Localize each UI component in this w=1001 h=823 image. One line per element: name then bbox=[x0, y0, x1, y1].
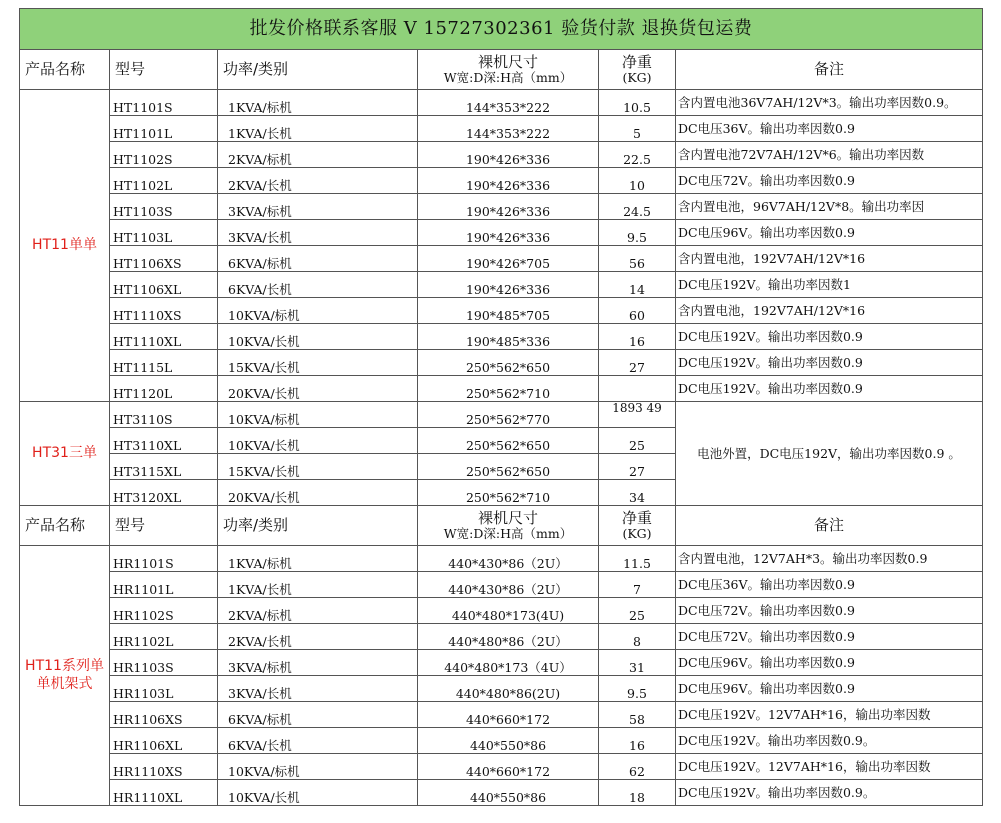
power-cell: 1KVA/长机 bbox=[218, 572, 418, 598]
model-cell: HR1101L bbox=[110, 572, 218, 598]
model-cell: HT1106XS bbox=[110, 246, 218, 272]
size-cell: 250*562*650 bbox=[418, 454, 599, 480]
model-cell: HT1102L bbox=[110, 168, 218, 194]
power-cell: 3KVA/长机 bbox=[218, 676, 418, 702]
table-row bbox=[20, 350, 983, 376]
header-weight-sub: (KG) bbox=[622, 69, 652, 85]
model-cell: HT3115XL bbox=[110, 454, 218, 480]
header-size-sub: W宽:D深:H高（mm） bbox=[443, 69, 573, 85]
table-row bbox=[20, 650, 983, 676]
weight-cell: 27 bbox=[599, 454, 676, 480]
power-cell: 1KVA/标机 bbox=[218, 90, 418, 116]
model-cell: HR1110XL bbox=[110, 780, 218, 806]
model-cell: HT1120L bbox=[110, 376, 218, 402]
size-cell: 440*480*86(2U) bbox=[418, 676, 599, 702]
header-size bbox=[418, 506, 599, 546]
table-row bbox=[20, 272, 983, 298]
power-cell: 2KVA/标机 bbox=[218, 598, 418, 624]
weight-cell: 62 bbox=[599, 754, 676, 780]
size-cell: 440*660*172 bbox=[418, 754, 599, 780]
note-cell: 含内置电池36V7AH/12V*3。输出功率因数0.9。 bbox=[676, 90, 983, 116]
price-table bbox=[19, 8, 983, 806]
note-cell: DC电压192V。输出功率因数1 bbox=[676, 272, 983, 298]
table-row bbox=[20, 624, 983, 650]
weight-cell: 25 bbox=[599, 428, 676, 454]
power-cell: 3KVA/标机 bbox=[218, 650, 418, 676]
model-cell: HR1106XS bbox=[110, 702, 218, 728]
weight-cell: 8 bbox=[599, 624, 676, 650]
header-weight bbox=[599, 506, 676, 546]
note-cell: DC电压96V。输出功率因数0.9 bbox=[676, 676, 983, 702]
note-cell: DC电压192V。输出功率因数0.9。 bbox=[676, 780, 983, 806]
weight-cell: 7 bbox=[599, 572, 676, 598]
model-cell: HR1103L bbox=[110, 676, 218, 702]
sheet-title: 批发价格联系客服 V 15727302361 验货付款 退换货包运费 bbox=[20, 9, 983, 50]
group-label: HT11系列单单机架式 bbox=[20, 546, 110, 806]
table-row bbox=[20, 676, 983, 702]
size-cell: 190*485*705 bbox=[418, 298, 599, 324]
power-cell: 10KVA/标机 bbox=[218, 298, 418, 324]
note-cell: DC电压192V。12V7AH*16，输出功率因数 bbox=[676, 702, 983, 728]
weight-cell: 22.5 bbox=[599, 142, 676, 168]
model-cell: HT1101L bbox=[110, 116, 218, 142]
note-cell: DC电压72V。输出功率因数0.9 bbox=[676, 598, 983, 624]
power-cell: 15KVA/长机 bbox=[218, 454, 418, 480]
size-cell: 190*426*336 bbox=[418, 220, 599, 246]
power-cell: 20KVA/长机 bbox=[218, 376, 418, 402]
power-cell: 10KVA/长机 bbox=[218, 428, 418, 454]
power-cell: 2KVA/标机 bbox=[218, 142, 418, 168]
header-model: 型号 bbox=[110, 506, 218, 546]
weight-cell: 5 bbox=[599, 116, 676, 142]
size-cell: 440*430*86（2U） bbox=[418, 546, 599, 572]
weight-cell: 27 bbox=[599, 350, 676, 376]
note-cell: 含内置电池72V7AH/12V*6。输出功率因数 bbox=[676, 142, 983, 168]
weight-cell: 11.5 bbox=[599, 546, 676, 572]
header-weight-sub: (KG) bbox=[622, 525, 652, 541]
weight-cell: 9.5 bbox=[599, 220, 676, 246]
header-row bbox=[20, 50, 983, 90]
weight-cell: 10 bbox=[599, 168, 676, 194]
model-cell: HR1102L bbox=[110, 624, 218, 650]
size-cell: 440*550*86 bbox=[418, 728, 599, 754]
table-row bbox=[20, 298, 983, 324]
power-cell: 3KVA/标机 bbox=[218, 194, 418, 220]
table-row bbox=[20, 572, 983, 598]
size-cell: 440*480*86（2U） bbox=[418, 624, 599, 650]
power-cell: 2KVA/长机 bbox=[218, 168, 418, 194]
note-cell: 含内置电池，12V7AH*3。输出功率因数0.9 bbox=[676, 546, 983, 572]
model-cell: HT1103S bbox=[110, 194, 218, 220]
power-cell: 10KVA/长机 bbox=[218, 324, 418, 350]
size-cell: 250*562*710 bbox=[418, 480, 599, 506]
table-row bbox=[20, 194, 983, 220]
weight-cell: 34 bbox=[599, 480, 676, 506]
note-cell: DC电压36V。输出功率因数0.9 bbox=[676, 572, 983, 598]
note-cell: DC电压96V。输出功率因数0.9 bbox=[676, 220, 983, 246]
size-cell: 250*562*770 bbox=[418, 402, 599, 428]
size-cell: 190*426*336 bbox=[418, 142, 599, 168]
power-cell: 6KVA/长机 bbox=[218, 728, 418, 754]
weight-cell: 1893 49 bbox=[599, 402, 676, 428]
table-row bbox=[20, 754, 983, 780]
size-cell: 190*485*336 bbox=[418, 324, 599, 350]
header-product: 产品名称 bbox=[20, 50, 110, 90]
size-cell: 250*562*710 bbox=[418, 376, 599, 402]
power-cell: 6KVA/标机 bbox=[218, 246, 418, 272]
model-cell: HT1102S bbox=[110, 142, 218, 168]
weight-cell: 16 bbox=[599, 324, 676, 350]
note-cell: DC电压192V。输出功率因数0.9。 bbox=[676, 728, 983, 754]
note-cell: DC电压72V。输出功率因数0.9 bbox=[676, 624, 983, 650]
model-cell: HT1110XL bbox=[110, 324, 218, 350]
note-cell: DC电压192V。输出功率因数0.9 bbox=[676, 324, 983, 350]
power-cell: 20KVA/长机 bbox=[218, 480, 418, 506]
group-label: HT31三单 bbox=[20, 402, 110, 506]
size-cell: 440*480*173（4U） bbox=[418, 650, 599, 676]
header-power: 功率/类别 bbox=[218, 50, 418, 90]
model-cell: HT1110XS bbox=[110, 298, 218, 324]
model-cell: HR1103S bbox=[110, 650, 218, 676]
weight-cell: 60 bbox=[599, 298, 676, 324]
table-row bbox=[20, 324, 983, 350]
size-cell: 190*426*336 bbox=[418, 194, 599, 220]
table-row bbox=[20, 598, 983, 624]
size-cell: 440*430*86（2U） bbox=[418, 572, 599, 598]
power-cell: 3KVA/长机 bbox=[218, 220, 418, 246]
note-cell: DC电压192V。输出功率因数0.9 bbox=[676, 350, 983, 376]
model-cell: HT1103L bbox=[110, 220, 218, 246]
power-cell: 10KVA/标机 bbox=[218, 402, 418, 428]
size-cell: 190*426*336 bbox=[418, 168, 599, 194]
model-cell: HT1115L bbox=[110, 350, 218, 376]
model-cell: HR1101S bbox=[110, 546, 218, 572]
model-cell: HR1102S bbox=[110, 598, 218, 624]
power-cell: 2KVA/长机 bbox=[218, 624, 418, 650]
table-row bbox=[20, 546, 983, 572]
power-cell: 6KVA/标机 bbox=[218, 702, 418, 728]
header-product: 产品名称 bbox=[20, 506, 110, 546]
table-row bbox=[20, 116, 983, 142]
weight-cell: 24.5 bbox=[599, 194, 676, 220]
model-cell: HT3120XL bbox=[110, 480, 218, 506]
weight-cell: 31 bbox=[599, 650, 676, 676]
note-cell: DC电压72V。输出功率因数0.9 bbox=[676, 168, 983, 194]
table-row bbox=[20, 90, 983, 116]
size-cell: 144*353*222 bbox=[418, 90, 599, 116]
table-row bbox=[20, 728, 983, 754]
note-cell: 含内置电池，192V7AH/12V*16 bbox=[676, 246, 983, 272]
table-row bbox=[20, 780, 983, 806]
note-cell: DC电压192V。12V7AH*16，输出功率因数 bbox=[676, 754, 983, 780]
model-cell: HR1110XS bbox=[110, 754, 218, 780]
weight-cell: 25 bbox=[599, 598, 676, 624]
weight-cell: 9.5 bbox=[599, 676, 676, 702]
note-cell: DC电压192V。输出功率因数0.9 bbox=[676, 376, 983, 402]
size-cell: 144*353*222 bbox=[418, 116, 599, 142]
table-row bbox=[20, 402, 983, 428]
model-cell: HT1106XL bbox=[110, 272, 218, 298]
model-cell: HT3110XL bbox=[110, 428, 218, 454]
size-cell: 250*562*650 bbox=[418, 428, 599, 454]
weight-cell bbox=[599, 376, 676, 402]
weight-cell: 58 bbox=[599, 702, 676, 728]
merged-note-cell: 电池外置，DC电压192V，输出功率因数0.9 。 bbox=[676, 402, 983, 506]
group-label: HT11单单 bbox=[20, 90, 110, 402]
note-cell: DC电压96V。输出功率因数0.9 bbox=[676, 650, 983, 676]
header-power: 功率/类别 bbox=[218, 506, 418, 546]
header-note: 备注 bbox=[676, 50, 983, 90]
power-cell: 15KVA/长机 bbox=[218, 350, 418, 376]
model-cell: HT1101S bbox=[110, 90, 218, 116]
table-row bbox=[20, 702, 983, 728]
weight-cell: 14 bbox=[599, 272, 676, 298]
table-row bbox=[20, 376, 983, 402]
note-cell: DC电压36V。输出功率因数0.9 bbox=[676, 116, 983, 142]
weight-cell: 16 bbox=[599, 728, 676, 754]
header-row bbox=[20, 506, 983, 546]
weight-cell: 56 bbox=[599, 246, 676, 272]
power-cell: 6KVA/长机 bbox=[218, 272, 418, 298]
header-weight-main: 净重 bbox=[621, 53, 652, 72]
header-weight bbox=[599, 50, 676, 90]
power-cell: 1KVA/长机 bbox=[218, 116, 418, 142]
size-cell: 250*562*650 bbox=[418, 350, 599, 376]
weight-cell: 18 bbox=[599, 780, 676, 806]
note-cell: 含内置电池，96V7AH/12V*8。输出功率因 bbox=[676, 194, 983, 220]
model-cell: HT3110S bbox=[110, 402, 218, 428]
power-cell: 10KVA/长机 bbox=[218, 780, 418, 806]
header-size-main: 裸机尺寸 bbox=[477, 509, 538, 528]
power-cell: 1KVA/标机 bbox=[218, 546, 418, 572]
weight-cell: 10.5 bbox=[599, 90, 676, 116]
header-size-main: 裸机尺寸 bbox=[477, 53, 538, 72]
table-row bbox=[20, 246, 983, 272]
table-row bbox=[20, 220, 983, 246]
note-cell: 含内置电池，192V7AH/12V*16 bbox=[676, 298, 983, 324]
header-size-sub: W宽:D深:H高（mm） bbox=[443, 525, 573, 541]
header-weight-main: 净重 bbox=[621, 509, 652, 528]
size-cell: 440*660*172 bbox=[418, 702, 599, 728]
model-cell: HR1106XL bbox=[110, 728, 218, 754]
size-cell: 440*480*173(4U) bbox=[418, 598, 599, 624]
header-model: 型号 bbox=[110, 50, 218, 90]
size-cell: 190*426*336 bbox=[418, 272, 599, 298]
size-cell: 190*426*705 bbox=[418, 246, 599, 272]
header-size bbox=[418, 50, 599, 90]
size-cell: 440*550*86 bbox=[418, 780, 599, 806]
header-note: 备注 bbox=[676, 506, 983, 546]
table-row bbox=[20, 168, 983, 194]
table-row bbox=[20, 142, 983, 168]
power-cell: 10KVA/标机 bbox=[218, 754, 418, 780]
